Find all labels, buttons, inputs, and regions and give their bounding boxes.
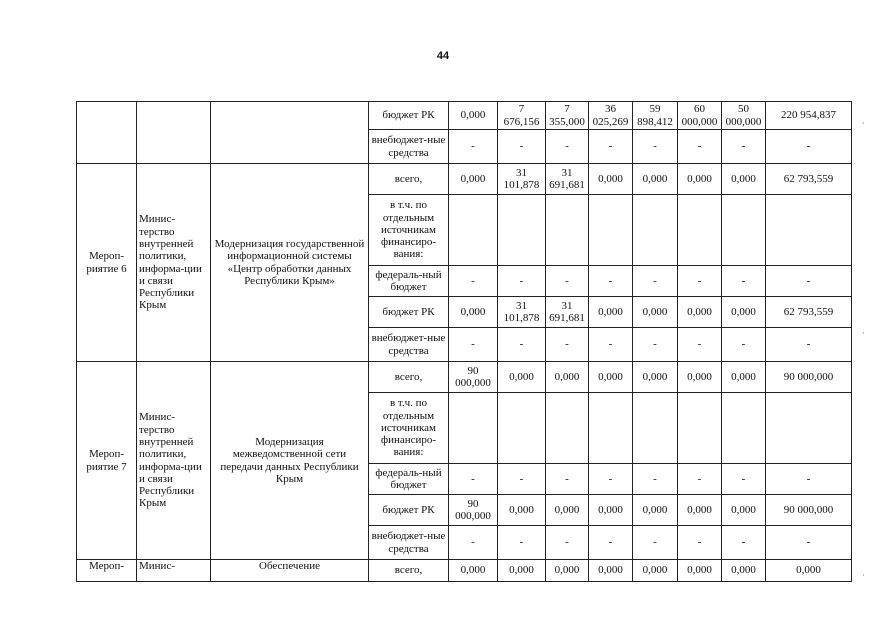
amount-cell bbox=[449, 195, 498, 266]
amount-cell: 0,000 bbox=[722, 495, 766, 526]
amount-cell: 0,000 bbox=[546, 362, 589, 393]
table-row bbox=[77, 362, 852, 393]
funding-source-cell: бюджет РК bbox=[369, 495, 449, 526]
amount-cell: - bbox=[546, 266, 589, 297]
amount-cell: 7 355,000 bbox=[546, 102, 589, 130]
amount-cell: - bbox=[498, 130, 546, 164]
amount-cell bbox=[546, 195, 589, 266]
amount-cell: - bbox=[449, 464, 498, 495]
amount-cell: - bbox=[722, 266, 766, 297]
amount-cell: - bbox=[722, 526, 766, 560]
event-title-cell bbox=[77, 102, 137, 164]
amount-cell: - bbox=[546, 526, 589, 560]
amount-cell: 0,000 bbox=[589, 297, 633, 328]
amount-cell bbox=[722, 195, 766, 266]
amount-cell: - bbox=[589, 464, 633, 495]
event-name-cell bbox=[211, 102, 369, 164]
amount-cell: 36 025,269 bbox=[589, 102, 633, 130]
amount-cell: 31 101,878 bbox=[498, 297, 546, 328]
amount-cell: - bbox=[722, 464, 766, 495]
amount-cell: - bbox=[678, 130, 722, 164]
amount-cell: - bbox=[498, 328, 546, 362]
amount-cell bbox=[678, 195, 722, 266]
amount-cell: - bbox=[678, 328, 722, 362]
amount-cell: 0,000 bbox=[722, 164, 766, 195]
amount-cell: - bbox=[766, 526, 852, 560]
amount-cell bbox=[589, 195, 633, 266]
amount-cell: - bbox=[589, 526, 633, 560]
amount-cell: - bbox=[546, 464, 589, 495]
amount-cell: 62 793,559 bbox=[766, 297, 852, 328]
amount-cell: - bbox=[449, 266, 498, 297]
amount-cell: 31 691,681 bbox=[546, 164, 589, 195]
amount-cell: 0,000 bbox=[678, 362, 722, 393]
amount-cell: 0,000 bbox=[589, 362, 633, 393]
amount-cell: 0,000 bbox=[722, 362, 766, 393]
responsible-cell bbox=[137, 102, 211, 164]
amount-cell: 0,000 bbox=[546, 495, 589, 526]
amount-cell: - bbox=[589, 266, 633, 297]
amount-cell: 0,000 bbox=[498, 560, 546, 582]
amount-cell: - bbox=[589, 328, 633, 362]
amount-cell: - bbox=[498, 526, 546, 560]
amount-cell bbox=[722, 393, 766, 464]
amount-cell: 0,000 bbox=[722, 560, 766, 582]
amount-cell: 31 101,878 bbox=[498, 164, 546, 195]
amount-cell: - bbox=[449, 526, 498, 560]
amount-cell: - bbox=[678, 464, 722, 495]
amount-cell: - bbox=[633, 526, 678, 560]
funding-source-cell: федераль-ный бюджет bbox=[369, 266, 449, 297]
funding-source-cell: федераль-ный бюджет bbox=[369, 464, 449, 495]
amount-cell: - bbox=[722, 130, 766, 164]
funding-source-cell: в т.ч. по отдельным источникам финансиро-вания: bbox=[369, 393, 449, 464]
funding-source-cell: внебюджет-ные средства bbox=[369, 526, 449, 560]
amount-cell: 0,000 bbox=[633, 164, 678, 195]
amount-cell: 0,000 bbox=[589, 560, 633, 582]
margin-mark: · bbox=[862, 118, 865, 128]
amount-cell: 0,000 bbox=[498, 362, 546, 393]
amount-cell: - bbox=[678, 526, 722, 560]
funding-source-cell: бюджет РК bbox=[369, 102, 449, 130]
amount-cell bbox=[633, 195, 678, 266]
amount-cell bbox=[633, 393, 678, 464]
budget-table bbox=[76, 101, 852, 582]
table-row bbox=[77, 102, 852, 130]
amount-cell: - bbox=[498, 464, 546, 495]
amount-cell: 0,000 bbox=[678, 495, 722, 526]
amount-cell bbox=[449, 393, 498, 464]
funding-source-cell: всего, bbox=[369, 362, 449, 393]
amount-cell: 0,000 bbox=[589, 495, 633, 526]
funding-source-cell: в т.ч. по отдельным источникам финансиро-вания: bbox=[369, 195, 449, 266]
amount-cell: 0,000 bbox=[633, 362, 678, 393]
responsible-cell: Минис-терство внутренней политики, информа-ции и связи Республики Крым bbox=[137, 362, 211, 560]
amount-cell: 62 793,559 bbox=[766, 164, 852, 195]
amount-cell: 0,000 bbox=[633, 560, 678, 582]
amount-cell bbox=[546, 393, 589, 464]
amount-cell: 0,000 bbox=[449, 297, 498, 328]
amount-cell: 0,000 bbox=[498, 495, 546, 526]
event-name-cell: Обеспечение bbox=[211, 560, 369, 582]
margin-mark: · bbox=[862, 570, 865, 580]
amount-cell: 0,000 bbox=[678, 297, 722, 328]
amount-cell: 59 898,412 bbox=[633, 102, 678, 130]
amount-cell bbox=[766, 393, 852, 464]
amount-cell: - bbox=[722, 328, 766, 362]
amount-cell: 0,000 bbox=[766, 560, 852, 582]
amount-cell: 0,000 bbox=[633, 297, 678, 328]
amount-cell: 0,000 bbox=[546, 560, 589, 582]
amount-cell bbox=[678, 393, 722, 464]
amount-cell bbox=[498, 393, 546, 464]
funding-source-cell: всего, bbox=[369, 164, 449, 195]
amount-cell: - bbox=[449, 328, 498, 362]
amount-cell: 0,000 bbox=[678, 164, 722, 195]
event-name-cell: Модернизация государственной информационной системы «Центр обработки данных Республики Крым» bbox=[211, 164, 369, 362]
amount-cell: 90 000,000 bbox=[766, 362, 852, 393]
event-title-cell: Мероп- bbox=[77, 560, 137, 582]
amount-cell: - bbox=[766, 328, 852, 362]
responsible-cell: Минис-терство внутренней политики, информа-ции и связи Республики Крым bbox=[137, 164, 211, 362]
amount-cell: 0,000 bbox=[722, 297, 766, 328]
amount-cell: - bbox=[766, 130, 852, 164]
amount-cell: 90 000,000 bbox=[766, 495, 852, 526]
amount-cell: 0,000 bbox=[633, 495, 678, 526]
amount-cell: 60 000,000 bbox=[678, 102, 722, 130]
amount-cell: - bbox=[766, 464, 852, 495]
amount-cell: - bbox=[589, 130, 633, 164]
amount-cell: - bbox=[633, 328, 678, 362]
event-title-cell: Мероп-риятие 6 bbox=[77, 164, 137, 362]
amount-cell: 50 000,000 bbox=[722, 102, 766, 130]
amount-cell: 0,000 bbox=[449, 102, 498, 130]
amount-cell bbox=[766, 195, 852, 266]
amount-cell: 0,000 bbox=[678, 560, 722, 582]
amount-cell: - bbox=[766, 266, 852, 297]
amount-cell: 90 000,000 bbox=[449, 362, 498, 393]
amount-cell: - bbox=[678, 266, 722, 297]
amount-cell: - bbox=[546, 328, 589, 362]
funding-source-cell: бюджет РК bbox=[369, 297, 449, 328]
amount-cell: 0,000 bbox=[449, 560, 498, 582]
funding-source-cell: всего, bbox=[369, 560, 449, 582]
table-row bbox=[77, 164, 852, 195]
margin-mark: · bbox=[862, 328, 865, 338]
funding-source-cell: внебюджет-ные средства bbox=[369, 328, 449, 362]
amount-cell: 0,000 bbox=[589, 164, 633, 195]
event-name-cell: Модернизация межведомственной сети передачи данных Республики Крым bbox=[211, 362, 369, 560]
amount-cell: - bbox=[633, 464, 678, 495]
amount-cell: - bbox=[633, 266, 678, 297]
table-row bbox=[77, 560, 852, 582]
amount-cell: 0,000 bbox=[449, 164, 498, 195]
amount-cell: - bbox=[633, 130, 678, 164]
amount-cell: 31 691,681 bbox=[546, 297, 589, 328]
responsible-cell: Минис- bbox=[137, 560, 211, 582]
amount-cell: - bbox=[449, 130, 498, 164]
funding-source-cell: внебюджет-ные средства bbox=[369, 130, 449, 164]
amount-cell: 90 000,000 bbox=[449, 495, 498, 526]
event-title-cell: Мероп-риятие 7 bbox=[77, 362, 137, 560]
amount-cell: - bbox=[498, 266, 546, 297]
amount-cell: 7 676,156 bbox=[498, 102, 546, 130]
amount-cell: - bbox=[546, 130, 589, 164]
page-number: 44 bbox=[436, 50, 450, 62]
amount-cell bbox=[589, 393, 633, 464]
amount-cell bbox=[498, 195, 546, 266]
amount-cell: 220 954,837 bbox=[766, 102, 852, 130]
